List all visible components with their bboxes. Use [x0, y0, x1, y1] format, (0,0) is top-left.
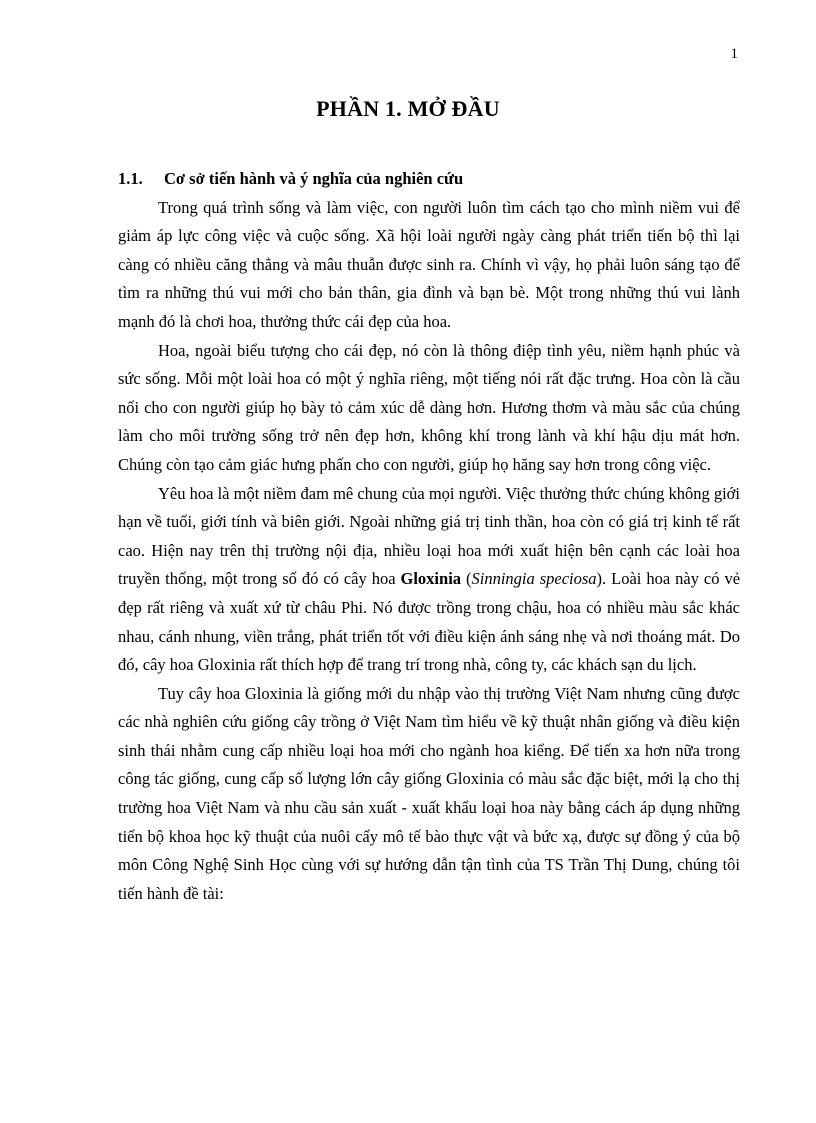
section-number: 1.1. [118, 169, 143, 188]
species-common-name: Gloxinia [400, 569, 462, 589]
paragraph-4: Tuy cây hoa Gloxinia là giống mới du nhập vào thị trường Việt Nam nhưng cũng được các nhà nghiên cứu giống cây trồng ở Việt Nam tìm hiểu về kỹ thuật nhân giống và điều kiện sinh thái nhằm cung cấp nhiều loại hoa mới cho ngành hoa kiểng. Để tiến xa hơn nữa trong công tác giống, cung cấp số lượng lớn cây giống Gloxinia có màu sắc đặc biệt, mới lạ cho thị trường hoa Việt Nam và nhu cầu sản xuất - xuất khẩu loại hoa này bằng cách áp dụng những tiến bộ khoa học kỹ thuật của nuôi cấy mô tế bào thực vật và bức xạ, được sự đồng ý của bộ môn Công Nghệ Sinh Học cùng với sự hướng dẫn tận tình của TS Trần Thị Dung, chúng tôi tiến hành đề tài: [118, 683, 740, 903]
paragraph-3-text-end: ). Loài hoa này có vẻ đẹp rất riêng và xuất xứ từ châu Phi. Nó được trồng trong chậu, hoa có nhiều màu sắc khác nhau, cánh nhung, viền trắng, phát triển tốt với điều kiện ánh sáng nhẹ và nơi thoáng mát. Do đó, cây hoa Gloxinia rất thích hợp để trang trí trong nhà, công ty, các khách sạn du lịch. [118, 569, 741, 675]
paragraph-1: Trong quá trình sống và làm việc, con người luôn tìm cách tạo cho mình niềm vui để giảm áp lực công việc và cuộc sống. Xã hội loài người ngày càng phát triển tiến bộ thì lại càng có nhiều căng thẳng và mâu thuẫn được sinh ra. Chính vì vậy, họ phải luôn sáng tạo để tìm ra những thú vui mới cho bản thân, gia đình và bạn bè. Một trong những thú vui lành mạnh đó là chơi hoa, thưởng thức cái đẹp của hoa. [118, 197, 740, 331]
paragraph-2: Hoa, ngoài biểu tượng cho cái đẹp, nó còn là thông điệp tình yêu, niềm hạnh phúc và sức sống. Mỗi một loài hoa có một ý nghĩa riêng, một tiếng nói rất đặc trưng. Hoa còn là cầu nối cho con người giúp họ bày tỏ cảm xúc dễ dàng hơn. Hương thơm và màu sắc của chúng làm cho môi trường sống trở nên đẹp hơn, không khí trong lành và khí hậu dịu mát hơn. Chúng còn tạo cảm giác hưng phấn cho con người, giúp họ hăng say hơn trong công việc. [118, 340, 740, 474]
paragraph-3-text-start: Yêu hoa là một niềm đam mê chung của mọi người. Việc thưởng thức chúng không giới hạn về tuổi, giới tính và biên giới. Ngoài những giá trị tinh thần, hoa còn có giá trị kinh tế rất cao. Hiện nay trên thị trường nội địa, nhiều loại hoa mới xuất hiện bên cạnh các loài hoa truyền thống, một trong số đó có cây hoa [118, 483, 740, 589]
chapter-title: PHẦN 1. MỞ ĐẦU [316, 96, 500, 121]
section-heading [118, 165, 740, 194]
document-body [118, 165, 740, 908]
page-number: 1 [730, 46, 738, 62]
paragraph-3 [118, 480, 740, 680]
paragraph-3-paren: ( [461, 569, 472, 589]
section-title: Cơ sở tiến hành và ý nghĩa của nghiên cứu [164, 169, 464, 188]
species-scientific-name: Sinningia speciosa [471, 569, 597, 589]
